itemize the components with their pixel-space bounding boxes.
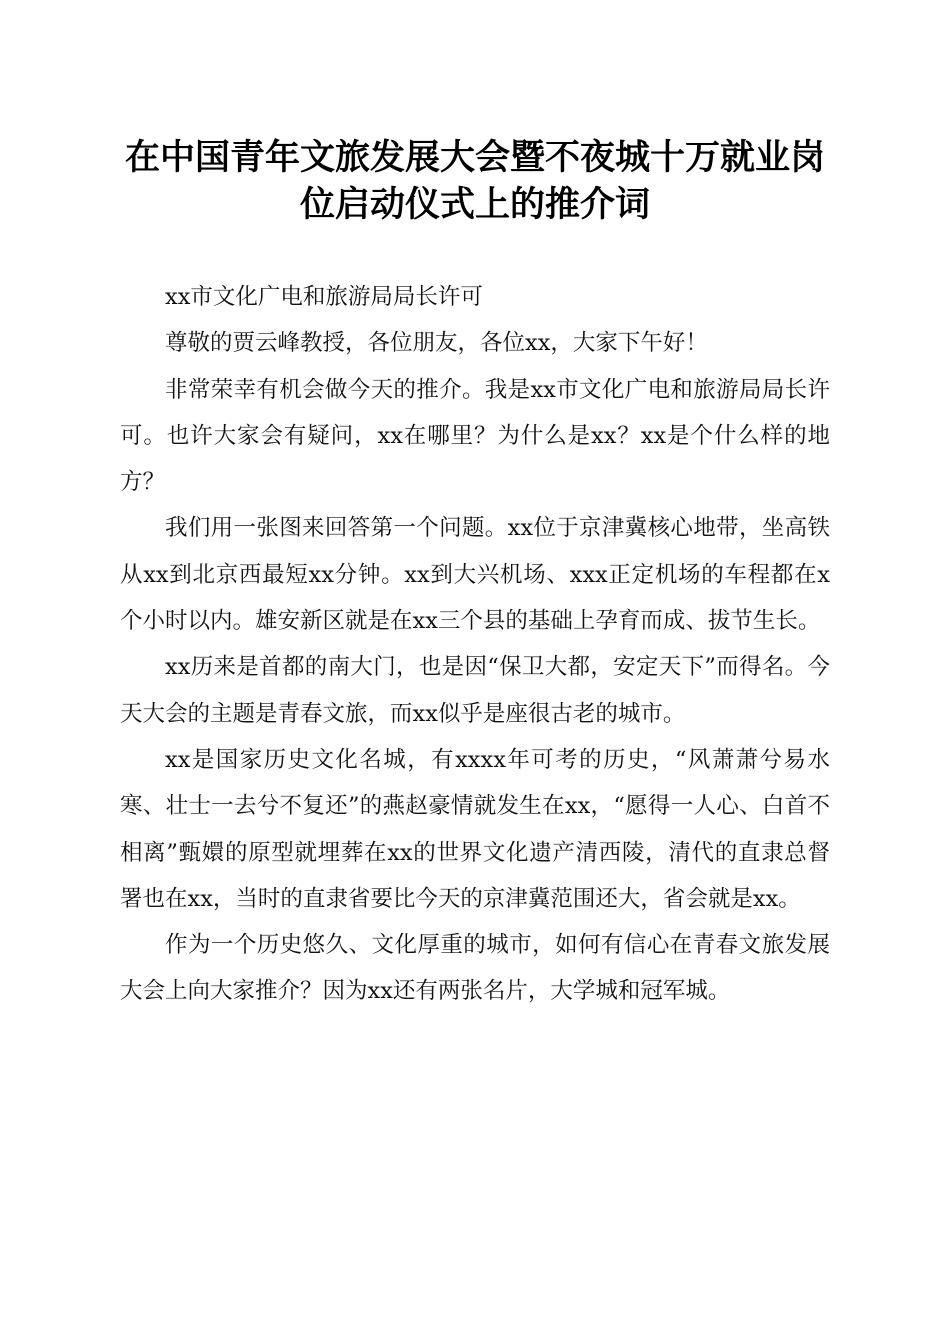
document-title: 在中国青年文旅发展大会暨不夜城十万就业岗位启动仪式上的推介词 [124,137,825,225]
author-line: xx市文化广电和旅游局局长许可 [165,284,483,310]
body-paragraph: 作为一个历史悠久、文化厚重的城市，如何有信心在青春文旅发展大会上向大家推介？因为xx还有两张名片，大学城和冠军城。 [120,932,830,1005]
greeting-paragraph: 尊敬的贾云峰教授，各位朋友，各位xx，大家下午好！ [165,330,708,357]
body-paragraph: 我们用一张图来回答第一个问题。xx位于京津冀核心地带，坐高铁从xx到北京西最短xx分钟。xx到大兴机场、xxx正定机场的车程都在x个小时以内。雄安新区就是在xx三个县的基础上孕育而成、拔节生长。 [120,515,830,635]
body-paragraph: xx历来是首都的南大门，也是因“保卫大都，安定天下”而得名。今天大会的主题是青春文旅，而xx似乎是座很古老的城市。 [120,654,830,727]
body-paragraph: 非常荣幸有机会做今天的推介。我是xx市文化广电和旅游局局长许可。也许大家会有疑问，xx在哪里？为什么是xx？xx是个什么样的地方？ [120,376,830,496]
document-body [120,274,830,1015]
body-paragraph: xx是国家历史文化名城，有xxxx年可考的历史，“风萧萧兮易水寒、壮士一去兮不复还”的燕赵豪情就发生在xx，“愿得一人心、白首不相离”甄嬛的原型就埋葬在xx的世界文化遗产清西陵，清代的直隶总督署也在xx，当时的直隶省要比今天的京津冀范围还大，省会就是xx。 [120,746,830,912]
